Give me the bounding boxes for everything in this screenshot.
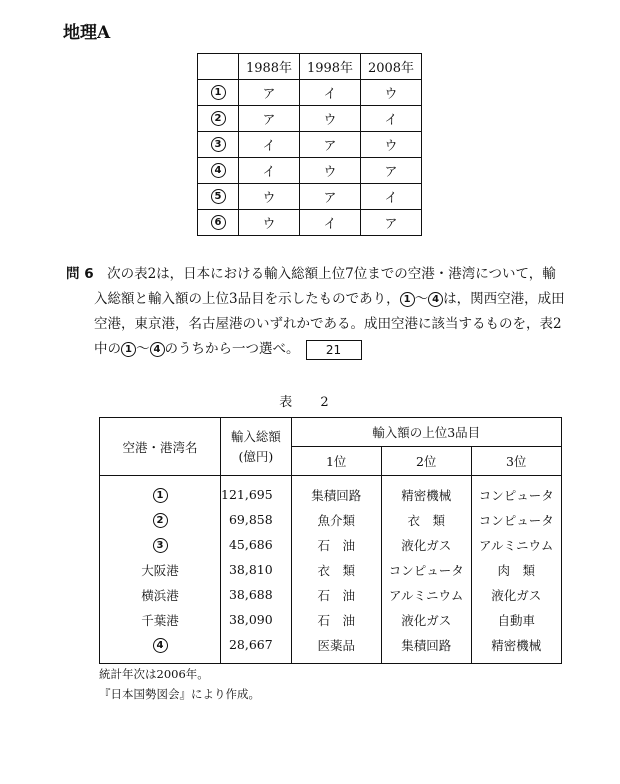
option-number <box>198 184 239 210</box>
table-row <box>100 557 562 582</box>
item-cell: 精密機械 <box>471 632 561 664</box>
port-name <box>100 476 221 508</box>
rank-header: 2位 <box>381 447 471 476</box>
question-text-line4b: のうちから一つ選べ。 <box>164 341 300 357</box>
question-text-line1: 次の表2は，日本における輸入総額上位7位までの空港・港湾について，輸 <box>107 266 556 282</box>
rank-header: 3位 <box>471 447 561 476</box>
year-header: 1988年 <box>239 54 300 80</box>
table-row <box>198 80 422 106</box>
circled-number: 1 <box>121 342 136 357</box>
option-number <box>198 210 239 236</box>
answer-options-table <box>197 53 422 236</box>
item-cell: 集積回路 <box>381 632 471 664</box>
table-row <box>198 158 422 184</box>
table-cell: ア <box>300 184 361 210</box>
circled-number: 3 <box>153 538 168 553</box>
total-value: 69,858 <box>221 507 292 532</box>
table-cell: ア <box>361 158 422 184</box>
total-value: 28,667 <box>221 632 292 664</box>
table-cell: ア <box>239 80 300 106</box>
circled-number: 1 <box>400 292 415 307</box>
table-cell: ウ <box>361 80 422 106</box>
item-cell: 石 油 <box>291 532 381 557</box>
table-cell: イ <box>361 184 422 210</box>
answer-number-box: 21 <box>306 340 362 360</box>
item-cell: 液化ガス <box>471 582 561 607</box>
item-cell: 肉 類 <box>471 557 561 582</box>
tilde: ～ <box>136 341 150 357</box>
table-row <box>100 632 562 664</box>
circled-number: 4 <box>153 638 168 653</box>
item-cell: 衣 類 <box>291 557 381 582</box>
circled-number: 6 <box>211 215 226 230</box>
circled-number: 5 <box>211 189 226 204</box>
note-line: 統計年次は2006年。 <box>99 667 209 681</box>
total-header-line2: (億円) <box>238 448 274 464</box>
question-line <box>66 337 566 362</box>
table-row <box>198 106 422 132</box>
table-row <box>198 132 422 158</box>
corner-cell <box>198 54 239 80</box>
table-cell: イ <box>361 106 422 132</box>
item-cell: 石 油 <box>291 607 381 632</box>
circled-number: 2 <box>211 111 226 126</box>
total-value: 38,090 <box>221 607 292 632</box>
table-row <box>100 532 562 557</box>
year-header: 1998年 <box>300 54 361 80</box>
port-name: 千葉港 <box>100 607 221 632</box>
table-cell: ウ <box>300 158 361 184</box>
total-header <box>221 418 292 476</box>
item-cell: 精密機械 <box>381 476 471 508</box>
circled-number: 4 <box>428 292 443 307</box>
option-number <box>198 80 239 106</box>
total-value: 38,688 <box>221 582 292 607</box>
item-cell: コンピュータ <box>471 507 561 532</box>
port-header: 空港・港湾名 <box>100 418 221 476</box>
subject-title: 地理A <box>63 23 111 43</box>
circled-number: 1 <box>153 488 168 503</box>
tilde: ～ <box>414 291 429 307</box>
item-cell: アルミニウム <box>471 532 561 557</box>
table-row <box>100 607 562 632</box>
item-cell: コンピュータ <box>471 476 561 508</box>
question-line <box>66 287 566 312</box>
table-row <box>198 210 422 236</box>
item-cell: 医薬品 <box>291 632 381 664</box>
table-row <box>198 184 422 210</box>
table-cell: ウ <box>300 106 361 132</box>
year-header: 2008年 <box>361 54 422 80</box>
table-header-row <box>198 54 422 80</box>
port-name: 横浜港 <box>100 582 221 607</box>
table-row <box>100 507 562 532</box>
rank-header: 1位 <box>291 447 381 476</box>
option-number <box>198 106 239 132</box>
item-cell: 石 油 <box>291 582 381 607</box>
total-value: 38,810 <box>221 557 292 582</box>
note-line: 『日本国勢図会』により作成。 <box>99 687 260 701</box>
question-text-line4: 中の <box>94 341 121 357</box>
table-cell: イ <box>239 158 300 184</box>
item-cell: 自動車 <box>471 607 561 632</box>
item-cell: アルミニウム <box>381 582 471 607</box>
total-header-line1: 輸入総額 <box>230 428 281 444</box>
item-cell: 衣 類 <box>381 507 471 532</box>
port-name <box>100 507 221 532</box>
port-name <box>100 532 221 557</box>
question-text-line2: 入総額と輸入額の上位3品目を示したものであり， <box>94 291 400 307</box>
circled-number: 1 <box>211 85 226 100</box>
top-items-header: 輸入額の上位3品目 <box>291 418 561 447</box>
table-cell: ウ <box>239 210 300 236</box>
option-number <box>198 158 239 184</box>
question-label: 問 6 <box>66 266 94 282</box>
table-cell: ウ <box>239 184 300 210</box>
circled-number: 4 <box>211 163 226 178</box>
option-number <box>198 132 239 158</box>
table-cell: ウ <box>361 132 422 158</box>
question-text <box>66 262 566 362</box>
question-line: 空港，東京港，名古屋港のいずれかである。成田空港に該当するものを，表2 <box>94 316 562 332</box>
table-cell: イ <box>300 210 361 236</box>
table-caption: 表 2 <box>279 395 341 410</box>
circled-number: 2 <box>153 513 168 528</box>
circled-number: 3 <box>211 137 226 152</box>
circled-number: 4 <box>150 342 165 357</box>
table-row <box>100 476 562 508</box>
item-cell: 魚介類 <box>291 507 381 532</box>
table-header-row <box>100 418 562 447</box>
item-cell: 集積回路 <box>291 476 381 508</box>
table-row <box>100 582 562 607</box>
table-cell: ア <box>361 210 422 236</box>
port-name <box>100 632 221 664</box>
total-value: 45,686 <box>221 532 292 557</box>
question-line <box>66 266 556 282</box>
total-value: 121,695 <box>221 476 292 508</box>
item-cell: 液化ガス <box>381 532 471 557</box>
port-name: 大阪港 <box>100 557 221 582</box>
table-cell: ア <box>239 106 300 132</box>
table-cell: イ <box>239 132 300 158</box>
item-cell: 液化ガス <box>381 607 471 632</box>
table-cell: ア <box>300 132 361 158</box>
item-cell: コンピュータ <box>381 557 471 582</box>
import-table <box>99 417 562 664</box>
table-cell: イ <box>300 80 361 106</box>
table-notes <box>99 664 260 704</box>
question-text-line2b: は，関西空港，成田 <box>443 291 565 307</box>
